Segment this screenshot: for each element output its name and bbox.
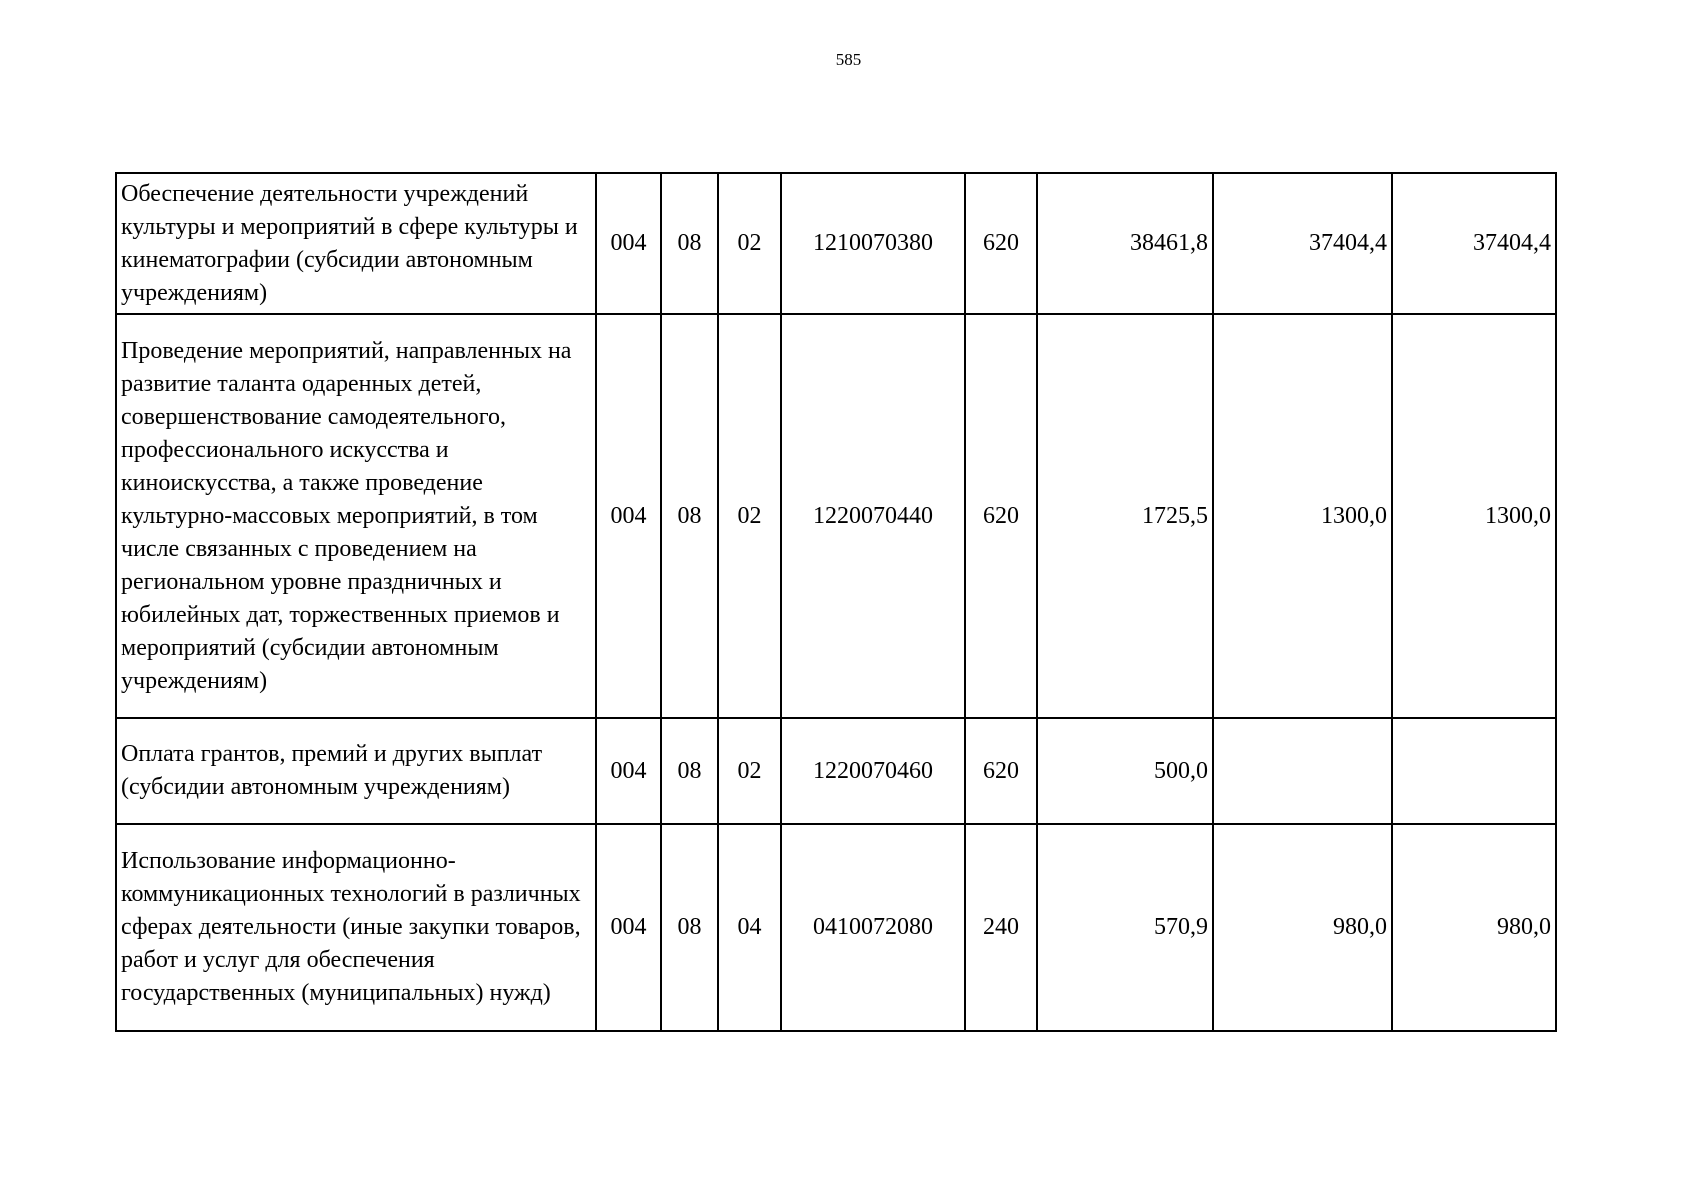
subsection-code: 02 bbox=[718, 314, 781, 718]
expense-type-code: 620 bbox=[965, 314, 1037, 718]
amount-1: 500,0 bbox=[1037, 718, 1213, 824]
amount-2 bbox=[1213, 718, 1392, 824]
subsection-code: 02 bbox=[718, 173, 781, 314]
target-article-code: 1220070440 bbox=[781, 314, 965, 718]
row-description: Использование информационно-коммуникационных технологий в различных сферах деятельности (иные закупки товаров, работ и услуг для обеспечения государственных (муниципальных) нужд) bbox=[116, 824, 596, 1031]
table-row bbox=[116, 314, 1556, 718]
subsection-code: 04 bbox=[718, 824, 781, 1031]
amount-2: 1300,0 bbox=[1213, 314, 1392, 718]
amount-1: 570,9 bbox=[1037, 824, 1213, 1031]
target-article-code: 1210070380 bbox=[781, 173, 965, 314]
section-code: 08 bbox=[661, 173, 718, 314]
amount-1: 1725,5 bbox=[1037, 314, 1213, 718]
section-code: 08 bbox=[661, 824, 718, 1031]
ministry-code: 004 bbox=[596, 173, 661, 314]
expense-type-code: 620 bbox=[965, 173, 1037, 314]
expense-type-code: 240 bbox=[965, 824, 1037, 1031]
ministry-code: 004 bbox=[596, 718, 661, 824]
amount-2: 980,0 bbox=[1213, 824, 1392, 1031]
amount-3: 37404,4 bbox=[1392, 173, 1556, 314]
target-article-code: 0410072080 bbox=[781, 824, 965, 1031]
ministry-code: 004 bbox=[596, 314, 661, 718]
ministry-code: 004 bbox=[596, 824, 661, 1031]
expense-type-code: 620 bbox=[965, 718, 1037, 824]
section-code: 08 bbox=[661, 718, 718, 824]
table-row bbox=[116, 824, 1556, 1031]
table-row bbox=[116, 718, 1556, 824]
budget-table bbox=[115, 172, 1557, 1032]
amount-2: 37404,4 bbox=[1213, 173, 1392, 314]
amount-3: 980,0 bbox=[1392, 824, 1556, 1031]
row-description: Обеспечение деятельности учреждений культуры и мероприятий в сфере культуры и кинематографии (субсидии автономным учреждениям) bbox=[116, 173, 596, 314]
section-code: 08 bbox=[661, 314, 718, 718]
row-description: Проведение мероприятий, направленных на развитие таланта одаренных детей, совершенствование самодеятельного, профессионального искусства и киноискусства, а также проведение культурно-массовых мероприятий, в том числе связанных с проведением на региональном уровне праздничных и юбилейных дат, торжественных приемов и мероприятий (субсидии автономным учреждениям) bbox=[116, 314, 596, 718]
amount-3: 1300,0 bbox=[1392, 314, 1556, 718]
page-number: 585 bbox=[835, 50, 862, 69]
amount-3 bbox=[1392, 718, 1556, 824]
subsection-code: 02 bbox=[718, 718, 781, 824]
amount-1: 38461,8 bbox=[1037, 173, 1213, 314]
table-row bbox=[116, 173, 1556, 314]
target-article-code: 1220070460 bbox=[781, 718, 965, 824]
row-description: Оплата грантов, премий и других выплат (субсидии автономным учреждениям) bbox=[116, 718, 596, 824]
